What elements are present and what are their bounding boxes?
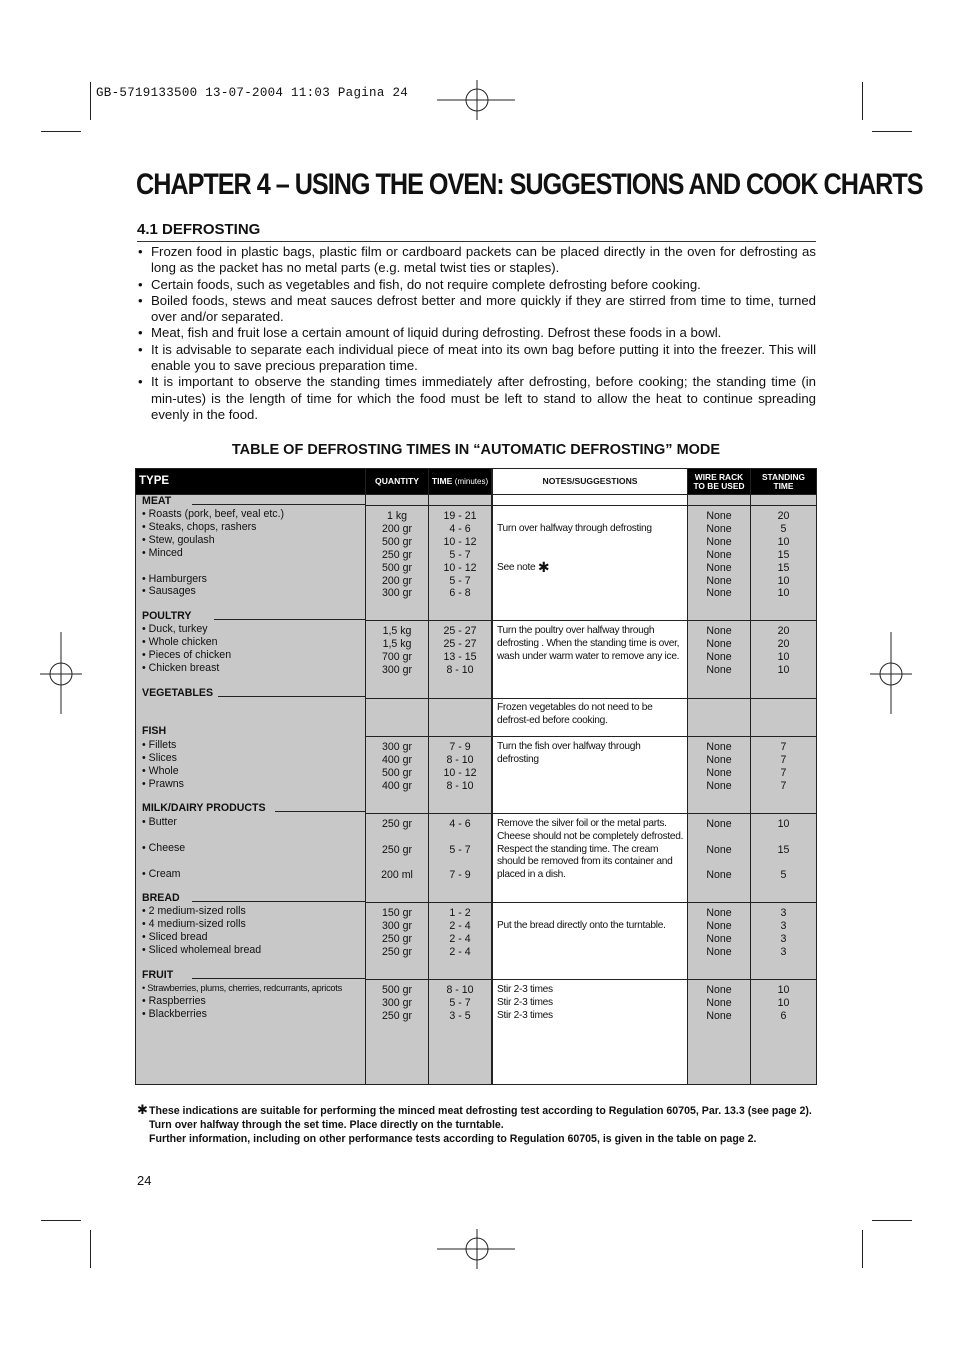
header-wire-rack — [688, 469, 750, 494]
category-fruit: FRUIT — [142, 969, 174, 981]
meat-note-see — [497, 561, 687, 575]
header-time — [429, 469, 491, 494]
dairy-times: 4 - 6 5 - 7 7 - 9 — [449, 818, 471, 881]
meat-item: • Roasts (pork, beef, veal etc.) — [142, 508, 285, 520]
bread-wire: None None None None — [706, 907, 732, 958]
meat-quantities: 1 kg 200 gr 500 gr 250 gr 500 gr 200 gr 300 gr — [381, 510, 413, 600]
header-quantity: QUANTITY — [366, 469, 428, 494]
poultry-wire: None None None None — [706, 625, 732, 676]
section-divider — [137, 241, 816, 242]
fish-standing: 7 7 7 7 — [780, 741, 787, 792]
tip-item: • It is important to observe the standing times immediately after defrosting, before cooking; the standing time (in min-utes) is the length of time for which the food must be left to stand to allow the heat to continue spreading evenly in the food. — [137, 374, 816, 423]
meat-item: • Minced — [142, 547, 183, 559]
bread-item: • Sliced bread — [142, 931, 208, 943]
poultry-times: 25 - 27 25 - 27 13 - 15 8 - 10 — [443, 625, 477, 676]
bread-quantities: 150 gr 300 gr 250 gr 250 gr — [381, 907, 413, 958]
poultry-item: • Whole chicken — [142, 636, 218, 648]
header-type: TYPE — [136, 469, 365, 494]
dairy-item: • Cream — [142, 868, 181, 880]
fish-wire: None None None None — [706, 741, 732, 792]
category-dairy: MILK/DAIRY PRODUCTS — [142, 802, 266, 814]
footnote — [137, 1104, 817, 1146]
header-time-label: TIME — [431, 476, 453, 486]
fish-quantities: 300 gr 400 gr 500 gr 400 gr — [381, 741, 413, 792]
defrosting-table — [135, 468, 817, 1085]
tip-item: • Boiled foods, stews and meat sauces defrost better and more quickly if they are stirred from time to time, turned over and/or separated. — [137, 293, 816, 326]
fruit-quantities: 500 gr 300 gr 250 gr — [381, 984, 413, 1022]
fish-item: • Whole — [142, 765, 179, 777]
dairy-wire: None None None — [706, 818, 732, 881]
dairy-standing: 10 15 5 — [777, 818, 790, 881]
bread-item: • 2 medium-sized rolls — [142, 905, 246, 917]
fruit-times: 8 - 10 5 - 7 3 - 5 — [446, 984, 474, 1022]
bread-standing: 3 3 3 3 — [780, 907, 787, 958]
registration-mark-top-icon — [437, 80, 517, 120]
header-wire-line2: TO BE USED — [693, 480, 745, 491]
meat-note-turn: Turn over halfway through defrosting — [497, 523, 652, 534]
dairy-item: • Butter — [142, 816, 177, 828]
bread-item: • 4 medium-sized rolls — [142, 918, 246, 930]
footnote-line1: These indications are suitable for performing the minced meat defrosting test according to Regulation 60705, Par. 13.3 (see page 2). Turn over halfway through the set time. Place directly on the turntable. — [149, 1105, 812, 1131]
dairy-quantities: 250 gr 250 gr 200 ml — [381, 818, 413, 881]
category-fish: FISH — [142, 725, 167, 737]
tip-item: • Certain foods, such as vegetables and fish, do not require complete defrosting before cooking. — [137, 277, 816, 293]
poultry-item: • Chicken breast — [142, 662, 220, 674]
meat-times: 19 - 21 4 - 6 10 - 12 5 - 7 10 - 12 5 - 7 6 - 8 — [443, 510, 477, 600]
header-notes: NOTES/SUGGESTIONS — [493, 469, 687, 494]
meat-wire: None None None None None None None — [706, 510, 732, 600]
page-number: 24 — [137, 1173, 152, 1188]
asterisk-icon: ✱ — [537, 559, 550, 575]
fruit-standing: 10 10 6 — [777, 984, 790, 1022]
meat-item: • Stew, goulash — [142, 534, 215, 546]
table-title: TABLE OF DEFROSTING TIMES IN “AUTOMATIC DEFROSTING” MODE — [231, 442, 721, 458]
meat-standing: 20 5 10 15 15 10 10 — [777, 510, 790, 600]
dairy-item: • Cheese — [142, 842, 186, 854]
poultry-standing: 20 20 10 10 — [777, 625, 790, 676]
fruit-item: • Raspberries — [142, 995, 206, 1007]
defrosting-tips-list — [137, 244, 816, 423]
tip-item: • Meat, fish and fruit lose a certain amount of liquid during defrosting. Defrost these foods in a bowl. — [137, 325, 816, 341]
tip-item: • It is advisable to separate each individual piece of meat into its own bag before putting it into the freezer. This will enable you to save precious preparation time. — [137, 342, 816, 375]
fruit-notes: Stir 2-3 times Stir 2-3 times Stir 2-3 times — [497, 984, 553, 1021]
meat-item: • Hamburgers — [142, 573, 207, 585]
poultry-quantities: 1,5 kg 1,5 kg 700 gr 300 gr — [381, 625, 413, 676]
category-bread: BREAD — [142, 892, 180, 904]
fruit-wire: None None None — [706, 984, 732, 1022]
fish-item: • Slices — [142, 752, 177, 764]
bread-note: Put the bread directly onto the turntable. — [497, 920, 666, 931]
fish-note: Turn the fish over halfway through defrosting — [497, 741, 641, 765]
fruit-item: • Strawberries, plums, cherries, redcurrants, apricots — [142, 983, 342, 993]
bread-times: 1 - 2 2 - 4 2 - 4 2 - 4 — [449, 907, 471, 958]
bread-item: • Sliced wholemeal bread — [142, 944, 262, 956]
poultry-note: Turn the poultry over halfway through defrosting . When the standing time is over, wash under warm water to remove any ice. — [497, 625, 680, 662]
header-standing-line1: STANDING — [761, 471, 806, 482]
meat-item: • Steaks, chops, rashers — [142, 521, 257, 533]
registration-mark-right-icon — [870, 632, 912, 714]
registration-mark-left-icon — [40, 632, 82, 714]
registration-mark-bottom-icon — [437, 1229, 517, 1269]
print-header: GB-5719133500 13-07-2004 11:03 Pagina 24 — [96, 86, 409, 100]
category-vegetables: VEGETABLES — [142, 687, 214, 699]
header-time-unit: (minutes) — [454, 477, 489, 486]
category-poultry: POULTRY — [142, 610, 192, 622]
header-standing-line2: TIME — [773, 480, 794, 491]
tip-item: • Frozen food in plastic bags, plastic film or cardboard packets can be placed directly in the oven for defrosting as long as the packet has no metal parts (e.g. metal twist ties or staples). — [137, 244, 816, 277]
header-wire-line1: WIRE RACK — [694, 471, 744, 482]
fish-times: 7 - 9 8 - 10 10 - 12 8 - 10 — [443, 741, 477, 792]
section-heading: 4.1 DEFROSTING — [137, 221, 261, 238]
asterisk-icon: ✱ — [137, 1102, 148, 1117]
dairy-note: Remove the silver foil or the metal parts. Cheese should not be completely defrosted. Respect the standing time. The cream should be removed from its container and placed in a dish. — [497, 818, 684, 881]
poultry-item: • Duck, turkey — [142, 623, 208, 635]
header-standing-time — [751, 469, 816, 494]
category-meat: MEAT — [142, 495, 172, 507]
fruit-item: • Blackberries — [142, 1008, 207, 1020]
meat-item: • Sausages — [142, 585, 196, 597]
fish-item: • Prawns — [142, 778, 184, 790]
footnote-line2: Further information, including on other performance tests according to Regulation 60705, is given in the table on page 2. — [149, 1133, 757, 1145]
vegetables-note: Frozen vegetables do not need to be defrost-ed before cooking. — [497, 702, 653, 726]
see-note-text: See note — [497, 562, 536, 573]
fish-item: • Fillets — [142, 739, 177, 751]
poultry-item: • Pieces of chicken — [142, 649, 232, 661]
chapter-title: CHAPTER 4 – USING THE OVEN: SUGGESTIONS AND COOK CHARTS — [136, 168, 923, 201]
